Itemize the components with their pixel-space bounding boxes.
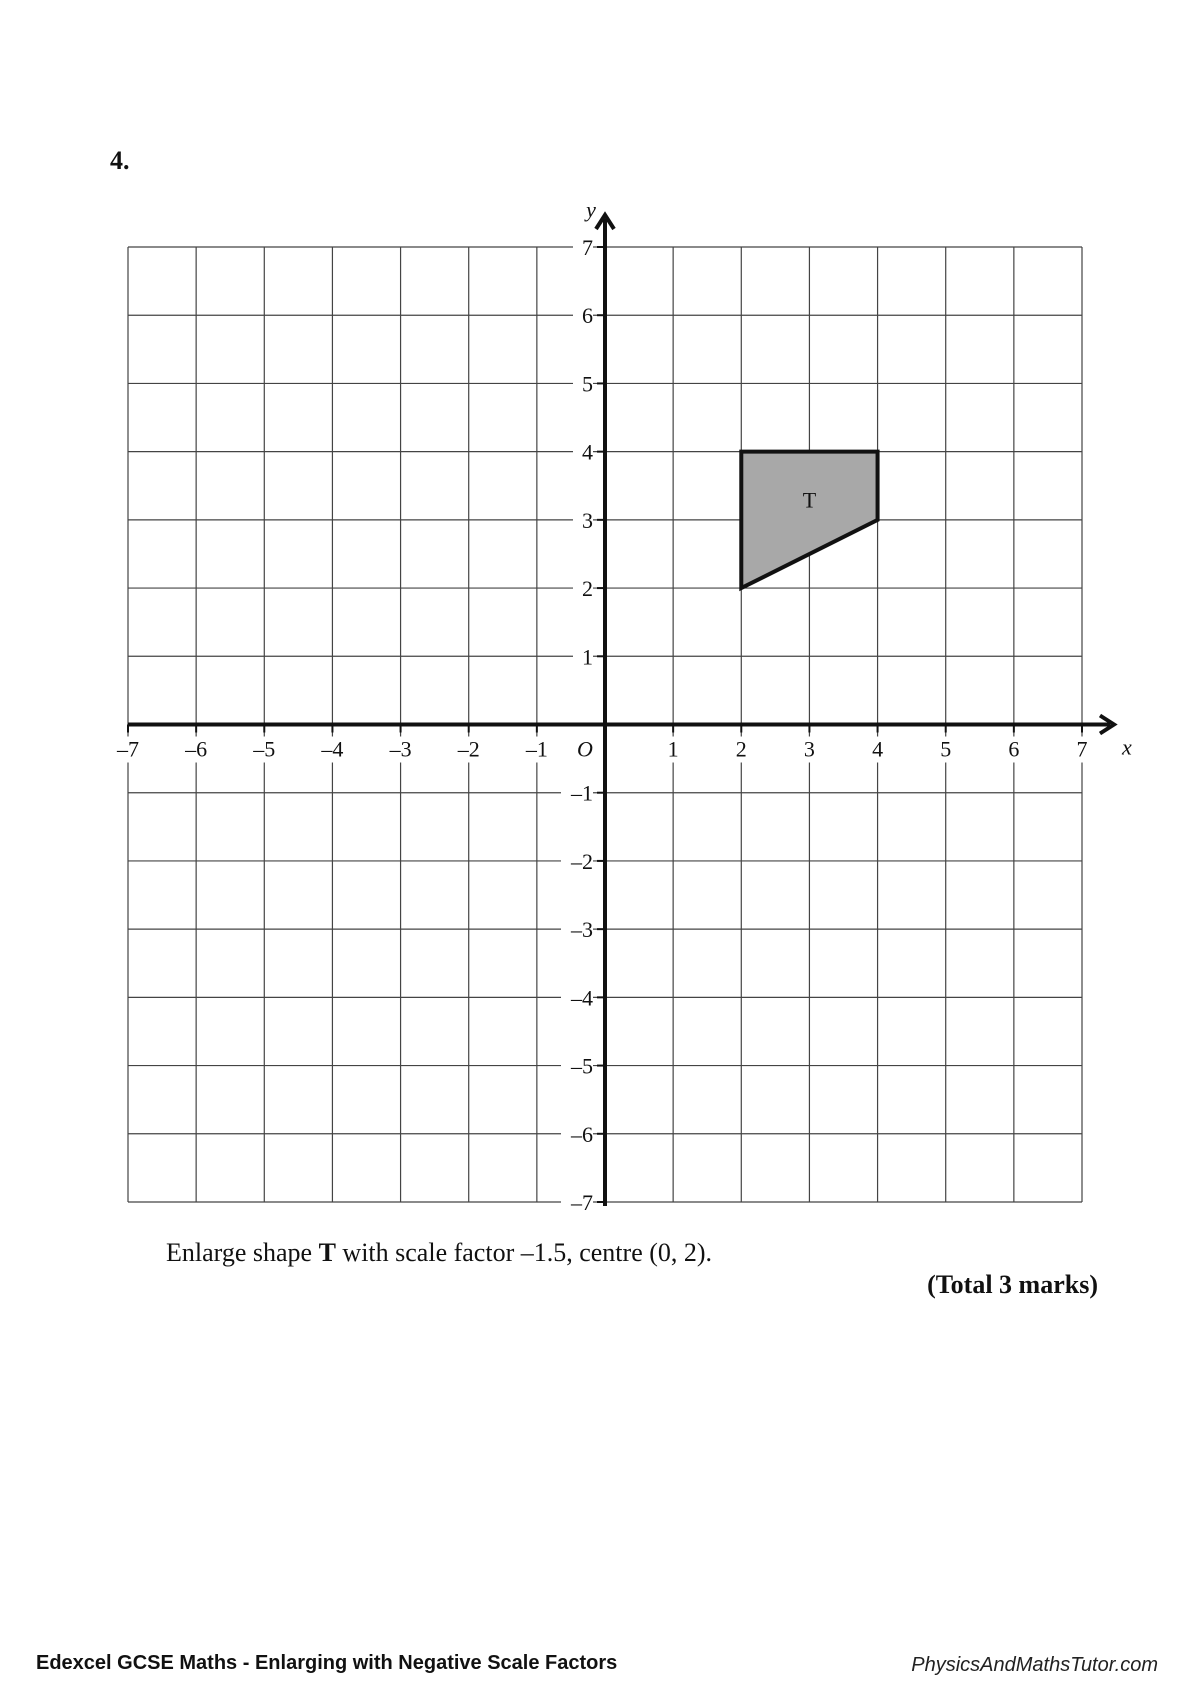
footer-title: Edexcel GCSE Maths - Enlarging with Negative Scale Factors — [36, 1652, 618, 1674]
x-tick-label: 4 — [872, 736, 884, 762]
x-tick-label: 5 — [940, 736, 952, 762]
y-tick-label: –2 — [571, 848, 593, 874]
x-tick-label: 2 — [735, 736, 747, 762]
shape-label: T — [802, 487, 817, 513]
y-tick-label: –7 — [571, 1190, 593, 1215]
y-tick-label: 7 — [582, 235, 593, 260]
y-tick-label: 2 — [582, 576, 593, 602]
y-tick-label: 4 — [582, 439, 593, 465]
question-text-after: with scale factor –1.5, centre (0, 2). — [335, 1238, 713, 1267]
question-number: 4. — [110, 146, 130, 175]
x-tick-label: 6 — [1008, 736, 1020, 762]
x-tick-label: –1 — [525, 736, 548, 762]
x-tick-label: –5 — [253, 736, 276, 762]
y-tick-label: –5 — [571, 1053, 593, 1079]
x-tick-label: –4 — [321, 736, 344, 762]
axes-layer — [128, 215, 1114, 1206]
origin-label: O — [577, 736, 593, 762]
x-tick-label: 1 — [667, 736, 679, 762]
y-tick-label: 1 — [582, 644, 593, 670]
x-tick-label: –2 — [457, 736, 480, 762]
x-tick-label: –3 — [389, 736, 412, 762]
x-tick-label: 7 — [1076, 736, 1088, 762]
y-tick-label: 6 — [582, 303, 593, 329]
x-tick-label: –7 — [117, 736, 139, 762]
question-text — [166, 1238, 712, 1268]
y-tick-label: 3 — [582, 507, 593, 533]
y-tick-label: –6 — [571, 1121, 593, 1147]
y-axis-label: y — [586, 197, 596, 222]
question-text-before: Enlarge shape — [166, 1238, 319, 1267]
x-axis-label: x — [1122, 734, 1132, 760]
x-tick-label: 3 — [803, 736, 815, 762]
labels-layer — [114, 197, 1132, 1215]
x-tick-label: –6 — [185, 736, 208, 762]
y-tick-label: –1 — [571, 780, 593, 806]
total-marks: (Total 3 marks) — [927, 1270, 1098, 1299]
y-tick-label: –3 — [571, 917, 593, 943]
footer-site: PhysicsAndMathsTutor.com — [911, 1654, 1158, 1676]
y-tick-label: –4 — [571, 985, 593, 1011]
y-tick-label: 5 — [582, 371, 593, 397]
question-shape-name: T — [318, 1238, 336, 1267]
